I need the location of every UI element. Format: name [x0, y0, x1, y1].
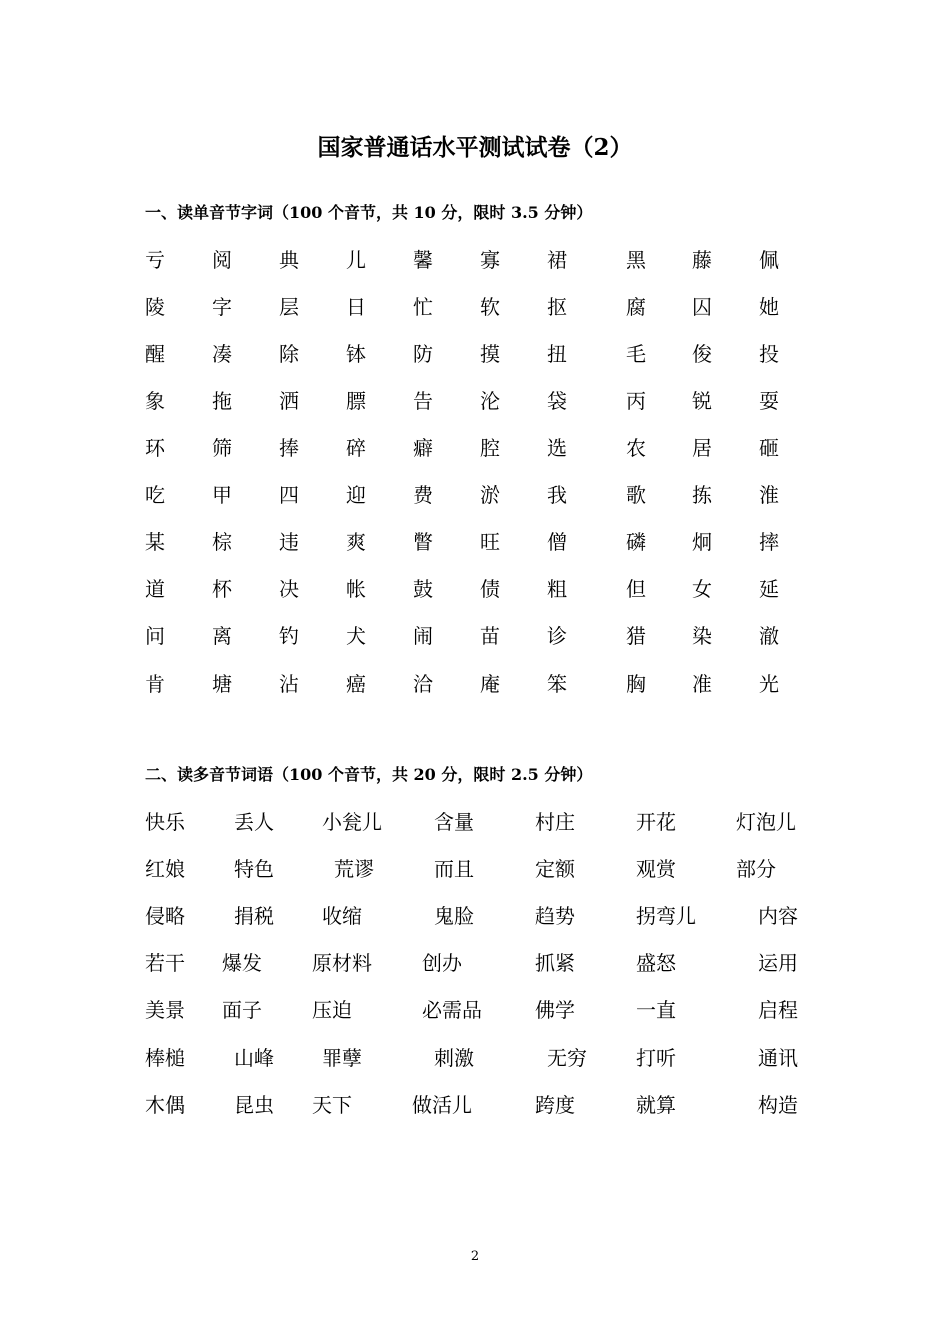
single-syllable-char: 旺 [480, 530, 500, 554]
single-syllable-char: 裙 [547, 248, 567, 272]
multi-syllable-word: 压迫 [312, 998, 352, 1022]
single-syllable-char: 肯 [145, 672, 165, 696]
single-syllable-char: 胸 [626, 672, 646, 696]
single-syllable-char: 除 [279, 342, 299, 366]
single-syllable-char: 捧 [279, 436, 299, 460]
single-syllable-char: 淮 [759, 483, 779, 507]
single-syllable-char: 层 [279, 295, 299, 319]
multi-syllable-word: 收缩 [322, 904, 362, 928]
multi-syllable-word: 含量 [434, 810, 474, 834]
single-syllable-char: 藤 [692, 248, 712, 272]
multi-syllable-word: 构造 [758, 1093, 798, 1117]
multi-syllable-word: 打听 [636, 1046, 676, 1070]
single-syllable-char: 诊 [547, 624, 567, 648]
page-number: 2 [470, 1249, 480, 1264]
single-syllable-char: 腐 [626, 295, 646, 319]
single-syllable-char: 砸 [759, 436, 779, 460]
single-syllable-char: 违 [279, 530, 299, 554]
multi-syllable-word: 拐弯儿 [636, 904, 696, 928]
multi-syllable-word: 若干 [145, 951, 185, 975]
single-syllable-char: 居 [692, 436, 712, 460]
multi-syllable-word: 鬼脸 [434, 904, 474, 928]
multi-syllable-word: 天下 [312, 1093, 352, 1117]
single-syllable-char: 淤 [480, 483, 500, 507]
multi-syllable-word: 定额 [535, 857, 575, 881]
single-syllable-char: 丙 [626, 389, 646, 413]
single-syllable-char: 钵 [346, 342, 366, 366]
single-syllable-char: 光 [759, 672, 779, 696]
single-syllable-char: 忙 [413, 295, 433, 319]
single-syllable-char: 某 [145, 530, 165, 554]
single-syllable-char: 毛 [626, 342, 646, 366]
multi-syllable-word: 必需品 [422, 998, 482, 1022]
single-syllable-char: 俊 [692, 342, 712, 366]
multi-syllable-word: 通讯 [758, 1046, 798, 1070]
section-1-heading: 一、读单音节字词（100 个音节，共 10 分，限时 3.5 分钟） [145, 203, 593, 222]
multi-syllable-word: 荒谬 [334, 857, 374, 881]
single-syllable-char: 塘 [212, 672, 232, 696]
multi-syllable-word: 开花 [636, 810, 676, 834]
multi-syllable-word: 盛怒 [636, 951, 676, 975]
single-syllable-char: 澈 [759, 624, 779, 648]
single-syllable-char: 歌 [626, 483, 646, 507]
single-syllable-char: 拣 [692, 483, 712, 507]
single-syllable-char: 选 [547, 436, 567, 460]
single-syllable-char: 迎 [346, 483, 366, 507]
multi-syllable-word: 木偶 [145, 1093, 185, 1117]
single-syllable-char: 费 [413, 483, 433, 507]
single-syllable-char: 防 [413, 342, 433, 366]
single-syllable-char: 陵 [145, 295, 165, 319]
single-syllable-char: 道 [145, 577, 165, 601]
multi-syllable-word: 原材料 [312, 951, 372, 975]
single-syllable-char: 闹 [413, 624, 433, 648]
single-syllable-char: 抠 [547, 295, 567, 319]
multi-syllable-word: 侵略 [145, 904, 185, 928]
single-syllable-char: 洽 [413, 672, 433, 696]
single-syllable-char: 日 [346, 295, 366, 319]
single-syllable-char: 亏 [145, 248, 165, 272]
single-syllable-char: 袋 [547, 389, 567, 413]
single-syllable-char: 但 [626, 577, 646, 601]
single-syllable-char: 耍 [759, 389, 779, 413]
single-syllable-char: 佩 [759, 248, 779, 272]
single-syllable-char: 杯 [212, 577, 232, 601]
single-syllable-char: 癌 [346, 672, 366, 696]
single-syllable-char: 僧 [547, 530, 567, 554]
multi-syllable-word: 村庄 [535, 810, 575, 834]
single-syllable-char: 腔 [480, 436, 500, 460]
single-syllable-char: 钓 [279, 624, 299, 648]
multi-syllable-word: 灯泡儿 [736, 810, 796, 834]
single-syllable-char: 筛 [212, 436, 232, 460]
single-syllable-char: 准 [692, 672, 712, 696]
multi-syllable-word: 启程 [758, 998, 798, 1022]
single-syllable-char: 瞥 [413, 530, 433, 554]
single-syllable-char: 苗 [480, 624, 500, 648]
single-syllable-char: 摸 [480, 342, 500, 366]
single-syllable-char: 炯 [692, 530, 712, 554]
single-syllable-char: 粗 [547, 577, 567, 601]
single-syllable-char: 癖 [413, 436, 433, 460]
single-syllable-char: 儿 [346, 248, 366, 272]
single-syllable-char: 棕 [212, 530, 232, 554]
single-syllable-char: 离 [212, 624, 232, 648]
single-syllable-char: 沾 [279, 672, 299, 696]
single-syllable-char: 笨 [547, 672, 567, 696]
single-syllable-char: 猎 [626, 624, 646, 648]
single-syllable-char: 囚 [692, 295, 712, 319]
single-syllable-char: 洒 [279, 389, 299, 413]
multi-syllable-word: 爆发 [222, 951, 262, 975]
multi-syllable-word: 佛学 [535, 998, 575, 1022]
multi-syllable-word: 而且 [434, 857, 474, 881]
multi-syllable-word: 棒槌 [145, 1046, 185, 1070]
multi-syllable-word: 山峰 [234, 1046, 274, 1070]
single-syllable-char: 染 [692, 624, 712, 648]
single-syllable-char: 告 [413, 389, 433, 413]
single-syllable-char: 膘 [346, 389, 366, 413]
multi-syllable-word: 刺激 [434, 1046, 474, 1070]
single-syllable-char: 环 [145, 436, 165, 460]
single-syllable-char: 字 [212, 295, 232, 319]
multi-syllable-word: 捐税 [234, 904, 274, 928]
single-syllable-char: 凑 [212, 342, 232, 366]
multi-syllable-word: 小瓮儿 [322, 810, 382, 834]
multi-syllable-word: 快乐 [145, 810, 185, 834]
section-2-heading: 二、读多音节词语（100 个音节，共 20 分，限时 2.5 分钟） [145, 765, 593, 784]
multi-syllable-word: 就算 [636, 1093, 676, 1117]
multi-syllable-word: 红娘 [145, 857, 185, 881]
multi-syllable-word: 昆虫 [234, 1093, 274, 1117]
multi-syllable-word: 部分 [736, 857, 776, 881]
single-syllable-char: 她 [759, 295, 779, 319]
multi-syllable-word: 美景 [145, 998, 185, 1022]
single-syllable-char: 碎 [346, 436, 366, 460]
multi-syllable-word: 一直 [636, 998, 676, 1022]
single-syllable-char: 决 [279, 577, 299, 601]
multi-syllable-word: 丢人 [234, 810, 274, 834]
multi-syllable-word: 运用 [758, 951, 798, 975]
single-syllable-char: 爽 [346, 530, 366, 554]
single-syllable-char: 扭 [547, 342, 567, 366]
single-syllable-char: 摔 [759, 530, 779, 554]
single-syllable-char: 拖 [212, 389, 232, 413]
single-syllable-char: 帐 [346, 577, 366, 601]
single-syllable-char: 甲 [212, 483, 232, 507]
single-syllable-char: 庵 [480, 672, 500, 696]
single-syllable-char: 象 [145, 389, 165, 413]
single-syllable-char: 锐 [692, 389, 712, 413]
single-syllable-char: 债 [480, 577, 500, 601]
single-syllable-char: 黑 [626, 248, 646, 272]
single-syllable-char: 延 [759, 577, 779, 601]
multi-syllable-word: 内容 [758, 904, 798, 928]
single-syllable-char: 犬 [346, 624, 366, 648]
single-syllable-char: 问 [145, 624, 165, 648]
multi-syllable-word: 特色 [234, 857, 274, 881]
multi-syllable-word: 跨度 [535, 1093, 575, 1117]
multi-syllable-word: 无穷 [547, 1046, 587, 1070]
single-syllable-char: 阅 [212, 248, 232, 272]
single-syllable-char: 典 [279, 248, 299, 272]
single-syllable-char: 农 [626, 436, 646, 460]
multi-syllable-word: 创办 [422, 951, 462, 975]
single-syllable-char: 女 [692, 577, 712, 601]
multi-syllable-word: 罪孽 [322, 1046, 362, 1070]
single-syllable-char: 寡 [480, 248, 500, 272]
single-syllable-char: 吃 [145, 483, 165, 507]
single-syllable-char: 软 [480, 295, 500, 319]
single-syllable-char: 我 [547, 483, 567, 507]
single-syllable-char: 馨 [413, 248, 433, 272]
page-title: 国家普通话水平测试试卷（2） [317, 134, 633, 161]
single-syllable-char: 投 [759, 342, 779, 366]
multi-syllable-word: 趋势 [535, 904, 575, 928]
multi-syllable-word: 面子 [222, 998, 262, 1022]
single-syllable-char: 四 [279, 483, 299, 507]
single-syllable-char: 沦 [480, 389, 500, 413]
single-syllable-char: 醒 [145, 342, 165, 366]
single-syllable-char: 鼓 [413, 577, 433, 601]
multi-syllable-word: 做活儿 [412, 1093, 472, 1117]
multi-syllable-word: 观赏 [636, 857, 676, 881]
multi-syllable-word: 抓紧 [535, 951, 575, 975]
single-syllable-char: 磷 [626, 530, 646, 554]
